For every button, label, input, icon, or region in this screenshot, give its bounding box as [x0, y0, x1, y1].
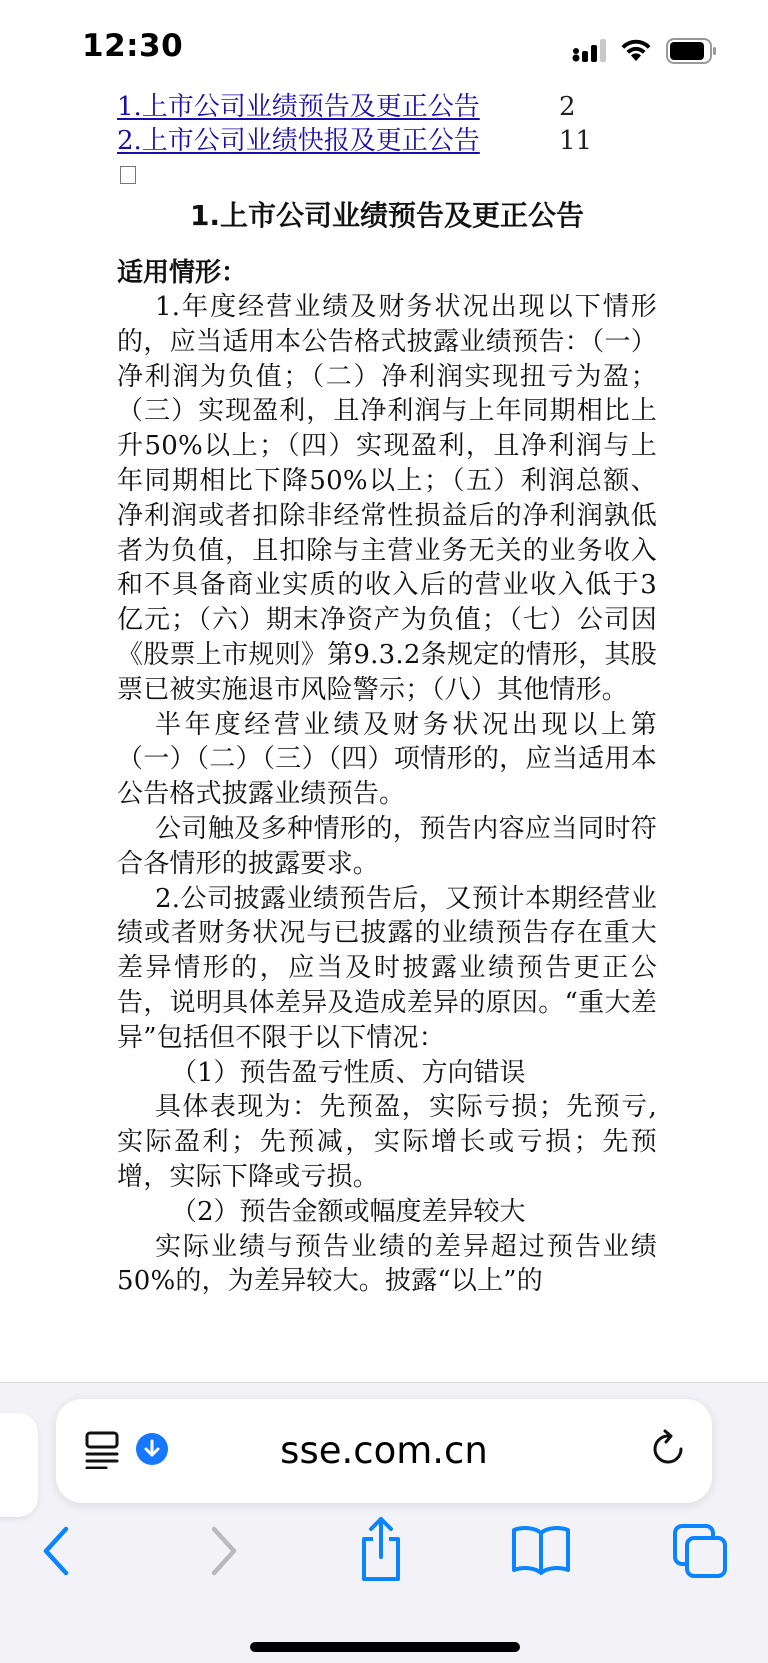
section-title: 1.上市公司业绩预告及更正公告 — [189, 199, 585, 232]
address-bar[interactable] — [56, 1399, 712, 1503]
applicable-label: 适用情形： — [117, 258, 248, 288]
reload-icon[interactable] — [648, 1429, 688, 1469]
bookmarks-icon[interactable] — [510, 1523, 572, 1575]
status-bar — [0, 0, 768, 90]
cellular-signal-icon — [572, 39, 606, 63]
toc-entry — [117, 124, 657, 158]
status-time: 12:30 — [82, 28, 184, 64]
address-domain[interactable]: sse.com.cn — [280, 1429, 488, 1472]
subheading-1: （1）预告盈亏性质、方向错误 — [171, 1057, 526, 1088]
browser-toolbar — [0, 1521, 768, 1591]
tabs-icon[interactable] — [672, 1523, 730, 1579]
placeholder-glyph — [120, 166, 136, 184]
browser-bottom-bar — [0, 1382, 768, 1663]
document-page — [117, 90, 657, 1299]
toc-page-number: 11 — [559, 126, 593, 156]
paragraph-1: 1.年度经营业绩及财务状况出现以下情形的，应当适用本公告格式披露业绩预告：（一）净利润为负值；（二）净利润实现扭亏为盈；（三）实现盈利，且净利润与上年同期相比上升50%以上；（四）实现盈利，且净利润与上年同期相比下降50%以上；（五）利润总额、净利润或者扣除非经常性损益后的净利润孰低者为负值，且扣除与主营业务无关的业务收入和不具备商业实质的收入后的营业收入低于3亿元；（六）期末净资产为负值；（七）公司因《股票上市规则》第9.3.2条规定的情形，其股票已被实施退市风险警示；（八）其他情形。 — [117, 292, 657, 705]
paragraph-5: 具体表现为：先预盈，实际亏损；先预亏,实际盈利；先预减，实际增长或亏损；先预增，实际下降或亏损。 — [117, 1092, 657, 1192]
paragraph-6: 实际业绩与预告业绩的差异超过预告业绩50%的，为差异较大。披露“以上”的 — [117, 1231, 657, 1297]
back-icon[interactable] — [38, 1521, 74, 1581]
toc-page-number: 2 — [559, 92, 576, 122]
battery-icon — [666, 38, 718, 64]
subheading-2: （2）预告金额或幅度差异较大 — [171, 1196, 526, 1227]
paragraph-3: 公司触及多种情形的，预告内容应当同时符合各情形的披露要求。 — [117, 813, 657, 879]
toc-entry — [117, 90, 657, 124]
table-of-contents — [117, 90, 657, 158]
status-icons — [572, 38, 718, 64]
toc-link-2[interactable]: 2.上市公司业绩快报及更正公告 — [117, 126, 480, 156]
toc-link-1[interactable]: 1.上市公司业绩预告及更正公告 — [117, 92, 480, 122]
paragraph-2: 半年度经营业绩及财务状况出现以上第（一）（二）（三）（四）项情形的，应当适用本公告格式披露业绩预告。 — [117, 709, 657, 810]
wifi-icon — [620, 39, 652, 63]
forward-icon[interactable] — [206, 1521, 242, 1581]
home-indicator — [250, 1642, 520, 1652]
previous-tab-preview[interactable] — [0, 1413, 38, 1517]
share-icon[interactable] — [356, 1515, 406, 1583]
paragraph-4: 2.公司披露业绩预告后，又预计本期经营业绩或者财务状况与已披露的业绩预告存在重大差异情形的，应当及时披露业绩预告更正公告，说明具体差异及造成差异的原因。“重大差异”包括但不限于以下情况： — [117, 883, 657, 1053]
